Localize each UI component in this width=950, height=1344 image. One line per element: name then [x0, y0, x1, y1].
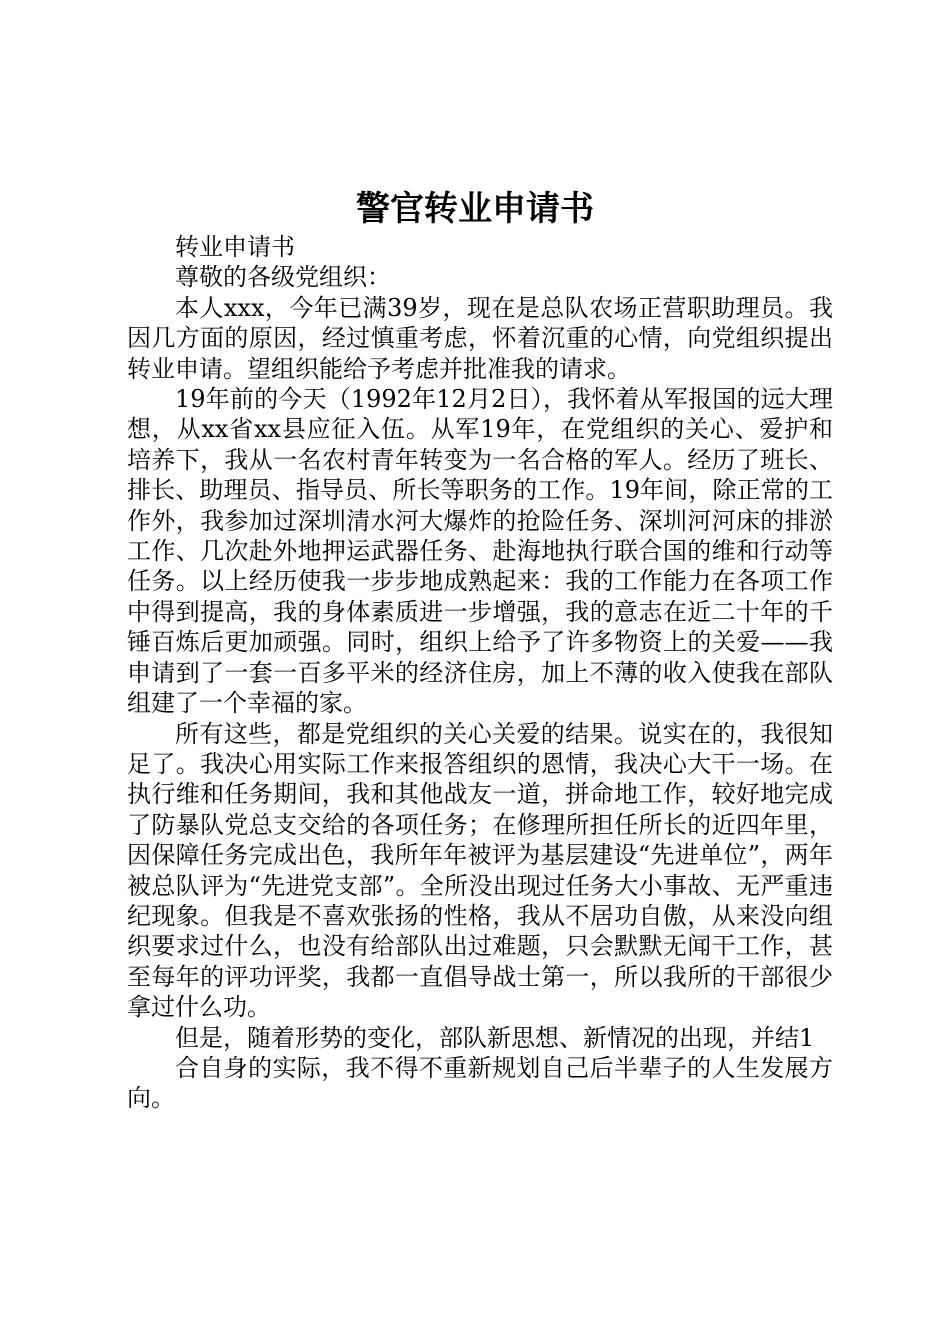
paragraph-introduction: 本人xxx，今年已满39岁，现在是总队农场正营职助理员。我因几方面的原因，经过慎重考虑，怀着沉重的心情，向党组织提出转业申请。望组织能给予考虑并批准我的请求。 [127, 293, 833, 383]
paragraph-gratitude: 所有这些，都是党组织的关心关爱的结果。说实在的，我很知足了。我决心用实际工作来报答组织的恩情，我决心大干一场。在执行维和任务期间，我和其他战友一道，拼命地工作，较好地完成了防暴队党总支交给的各项任务；在修理所担任所长的近四年里，因保障任务完成出色，我所年年被评为基层建设“先进单位”，两年被总队评为“先进党支部”。全所没出现过任务大小事故、无严重违纪现象。但我是不喜欢张扬的性格，我从不居功自傲，从来没向组织要求过什么，也没有给部队出过难题，只会默默无闻干工作，甚至每年的评功评奖，我都一直倡导战士第一，所以我所的干部很少拿过什么功。 [127, 719, 833, 1022]
paragraph-salutation: 尊敬的各级党组织： [175, 263, 391, 292]
paragraph-heading: 转业申请书 [175, 233, 295, 261]
document-title: 警官转业申请书 [356, 189, 594, 229]
paragraph-service-history: 19年前的今天（1992年12月2日），我怀着从军报国的远大理想，从xx省xx县应征入伍。从军19年，在党组织的关心、爱护和培养下，我从一名农村青年转变为一名合格的军人。经历了班长、排长、助理员、指导员、所长等职务的工作。19年间，除正常的工作外，我参加过深圳清水河大爆炸的抢险任务、深圳河河床的排淤工作、几次赴外地押运武器任务、赴海地执行联合国的维和行动等任务。以上经历使我一步步地成熟起来：我的工作能力在各项工作中得到提高，我的身体素质进一步增强，我的意志在近二十年的千锤百炼后更加顽强。同时，组织上给予了许多物资上的关爱——我申请到了一套一百多平米的经济住房，加上不薄的收入使我在部队组建了一个幸福的家。 [127, 385, 833, 718]
document-body [127, 232, 833, 1114]
paragraph-however: 但是，随着形势的变化，部队新思想、新情况的出现，并结1 [175, 1023, 815, 1052]
paragraph-continuation: 合自身的实际，我不得不重新规划自己后半辈子的人生发展方向。 [127, 1053, 833, 1113]
